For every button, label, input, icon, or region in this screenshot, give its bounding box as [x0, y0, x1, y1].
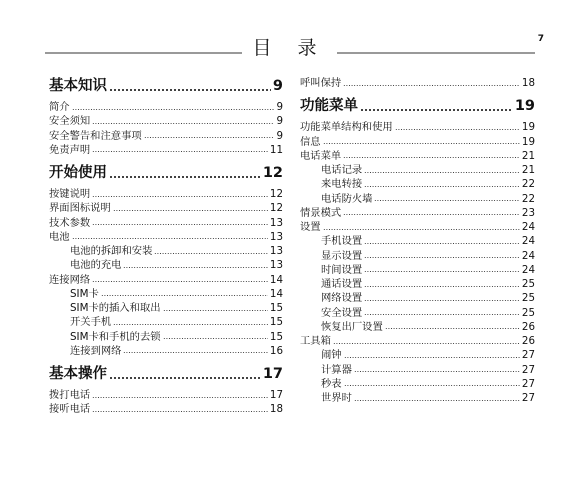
- toc-entry-label: 呼叫保持: [300, 77, 342, 89]
- toc-entry-label: 接听电话: [49, 403, 91, 416]
- toc-entry-label: 基本知识: [49, 78, 107, 94]
- toc-entry-page: 27: [521, 363, 535, 376]
- dot-leader: [364, 172, 520, 173]
- toc-entry[interactable]: [49, 273, 283, 287]
- toc-entry-label: 设置: [300, 221, 321, 233]
- toc-left-column: [49, 76, 283, 417]
- toc-entry[interactable]: [300, 192, 535, 206]
- toc-entry[interactable]: [300, 391, 535, 405]
- dot-leader: [123, 352, 267, 353]
- toc-entry-label: 安全须知: [49, 115, 91, 128]
- dot-leader: [364, 186, 520, 187]
- toc-section-heading[interactable]: [49, 76, 283, 96]
- toc-entry[interactable]: [49, 114, 283, 128]
- toc-entry-label: 开始使用: [49, 165, 107, 181]
- toc-entry-label: 情景模式: [300, 206, 342, 219]
- toc-entry-page: 18: [521, 77, 535, 89]
- toc-entry[interactable]: [300, 377, 535, 391]
- toc-entry-label: SIM卡: [70, 287, 99, 300]
- toc-entry[interactable]: [300, 249, 535, 263]
- toc-section-heading[interactable]: [300, 96, 535, 116]
- toc-entry-page: 23: [521, 206, 535, 219]
- toc-entry-page: 9: [276, 115, 283, 128]
- dot-leader: [113, 324, 268, 325]
- toc-entry-label: 显示设置: [321, 249, 363, 262]
- dot-leader: [364, 243, 520, 244]
- toc-entry-page: 22: [521, 178, 535, 191]
- toc-entry-label: 手机设置: [321, 235, 363, 248]
- dot-leader: [395, 129, 520, 130]
- dot-leader: [72, 238, 268, 239]
- dot-leader: [163, 338, 268, 339]
- toc-entry-label: 拨打电话: [49, 389, 91, 401]
- toc-entry[interactable]: [49, 100, 283, 114]
- toc-entry-label: 计算器: [321, 363, 352, 376]
- dot-leader: [92, 151, 268, 152]
- toc-entry[interactable]: [49, 129, 283, 143]
- dot-leader: [92, 123, 274, 124]
- toc-entry[interactable]: [300, 291, 535, 305]
- toc-entry-page: 13: [269, 216, 283, 229]
- toc-entry-page: 11: [269, 143, 283, 156]
- dot-leader: [101, 295, 268, 296]
- toc-entry-page: 12: [269, 202, 283, 215]
- toc-entry-label: 免责声明: [49, 143, 91, 156]
- toc-title: 目 录: [242, 36, 336, 60]
- toc-entry-label: 安全警告和注意事项: [49, 129, 142, 142]
- toc-entry[interactable]: [49, 258, 283, 272]
- dot-leader: [144, 137, 275, 138]
- dot-leader: [343, 214, 520, 215]
- toc-entry[interactable]: [49, 216, 283, 230]
- dot-leader: [360, 109, 513, 111]
- toc-entry[interactable]: [300, 120, 535, 134]
- toc-entry-page: 25: [521, 278, 535, 290]
- dot-leader: [344, 385, 520, 386]
- toc-entry-page: 12: [269, 188, 283, 200]
- toc-entry-label: 世界时: [321, 392, 352, 404]
- toc-entry-page: 13: [269, 245, 283, 257]
- toc-entry-label: 恢复出厂设置: [321, 320, 383, 333]
- dot-leader: [343, 157, 520, 158]
- toc-entry-page: 15: [269, 316, 283, 329]
- toc-entry[interactable]: [49, 388, 283, 402]
- toc-entry-label: 简介: [49, 101, 70, 113]
- toc-entry-page: 26: [521, 335, 535, 347]
- toc-entry-label: 闹钟: [321, 349, 342, 362]
- toc-entry-label: SIM卡的插入和取出: [70, 302, 161, 314]
- toc-entry[interactable]: [49, 201, 283, 215]
- toc-section-heading[interactable]: [49, 364, 283, 384]
- toc-entry-label: 开关手机: [70, 316, 112, 329]
- toc-entry-page: 25: [521, 306, 535, 319]
- toc-entry-label: 按键说明: [49, 188, 91, 200]
- toc-entry-page: 24: [521, 221, 535, 233]
- dot-leader: [92, 411, 268, 412]
- toc-entry-page: 14: [269, 287, 283, 300]
- toc-entry[interactable]: [49, 230, 283, 244]
- toc-entry-label: 界面图标说明: [49, 202, 111, 215]
- toc-entry-label: 通话设置: [321, 278, 363, 290]
- toc-entry[interactable]: [49, 143, 283, 157]
- toc-entry[interactable]: [300, 348, 535, 362]
- dot-leader: [323, 143, 520, 144]
- toc-entry-page: 22: [521, 192, 535, 205]
- toc-entry-label: 安全设置: [321, 306, 363, 319]
- toc-entry-label: 网络设置: [321, 292, 363, 305]
- toc-right-column: [300, 76, 535, 405]
- toc-entry-page: 26: [521, 320, 535, 333]
- toc-entry-page: 13: [269, 259, 283, 272]
- toc-entry[interactable]: [49, 287, 283, 301]
- dot-leader: [154, 253, 268, 254]
- toc-entry-page: 19: [521, 121, 535, 134]
- dot-leader: [163, 310, 268, 311]
- toc-entry-page: 27: [521, 349, 535, 362]
- toc-entry-label: 电话记录: [321, 164, 363, 176]
- toc-entry[interactable]: [300, 363, 535, 377]
- toc-entry-page: 25: [521, 292, 535, 305]
- dot-leader: [109, 176, 261, 178]
- toc-entry-page: 9: [276, 129, 283, 142]
- toc-entry[interactable]: [300, 135, 535, 149]
- toc-entry-page: 9: [272, 78, 283, 94]
- toc-entry-page: 16: [269, 344, 283, 357]
- toc-entry[interactable]: [49, 301, 283, 315]
- dot-leader: [123, 267, 267, 268]
- toc-entry[interactable]: [300, 277, 535, 291]
- toc-entry-page: 24: [521, 249, 535, 262]
- dot-leader: [364, 271, 520, 272]
- toc-entry[interactable]: [49, 330, 283, 344]
- toc-entry-page: 17: [269, 389, 283, 401]
- toc-entry-page: 27: [521, 377, 535, 390]
- toc-entry-label: 连接网络: [49, 273, 91, 286]
- toc-entry-label: 基本操作: [49, 366, 107, 382]
- dot-leader: [113, 210, 268, 211]
- toc-entry-label: 来电转接: [321, 178, 363, 191]
- toc-entry[interactable]: [300, 149, 535, 163]
- toc-entry-label: 电池的充电: [70, 259, 122, 272]
- toc-entry[interactable]: [300, 76, 535, 90]
- toc-entry[interactable]: [300, 320, 535, 334]
- toc-entry[interactable]: [300, 334, 535, 348]
- toc-entry-page: 27: [521, 392, 535, 404]
- toc-entry-label: 电话防火墙: [321, 192, 373, 205]
- toc-entry-label: 秒表: [321, 377, 342, 390]
- dot-leader: [364, 257, 520, 258]
- dot-leader: [364, 286, 520, 287]
- dot-leader: [344, 357, 520, 358]
- toc-entry-label: 信息: [300, 135, 321, 148]
- toc-entry-page: 12: [262, 165, 283, 181]
- toc-entry[interactable]: [49, 315, 283, 329]
- toc-section-heading[interactable]: [49, 163, 283, 183]
- toc-entry-page: 24: [521, 263, 535, 276]
- toc-entry[interactable]: [300, 220, 535, 234]
- toc-entry-label: 电池的拆卸和安装: [70, 245, 153, 257]
- dot-leader: [385, 328, 520, 329]
- dot-leader: [323, 229, 520, 230]
- toc-entry[interactable]: [49, 344, 283, 358]
- toc-entry-label: SIM卡和手机的去锁: [70, 330, 161, 343]
- toc-entry-label: 电话菜单: [300, 149, 342, 162]
- dot-leader: [109, 377, 261, 379]
- toc-entry[interactable]: [49, 402, 283, 416]
- toc-entry-page: 18: [269, 403, 283, 416]
- toc-entry-label: 时间设置: [321, 263, 363, 276]
- toc-entry-page: 17: [262, 366, 283, 382]
- dot-leader: [354, 400, 520, 401]
- dot-leader: [92, 281, 268, 282]
- toc-entry[interactable]: [49, 187, 283, 201]
- dot-leader: [343, 85, 520, 86]
- toc-entry[interactable]: [300, 163, 535, 177]
- dot-leader: [109, 89, 271, 91]
- toc-entry-label: 技术参数: [49, 216, 91, 229]
- title-wrap: [0, 36, 579, 60]
- dot-leader: [92, 397, 268, 398]
- toc-entry-page: 13: [269, 230, 283, 243]
- toc-entry-page: 9: [276, 101, 283, 113]
- toc-entry-label: 工具箱: [300, 335, 331, 347]
- toc-entry[interactable]: [300, 177, 535, 191]
- toc-entry-page: 21: [521, 164, 535, 176]
- dot-leader: [374, 200, 519, 201]
- dot-leader: [354, 371, 520, 372]
- toc-entry[interactable]: [49, 244, 283, 258]
- dot-leader: [364, 300, 520, 301]
- dot-leader: [92, 196, 268, 197]
- toc-entry-page: 21: [521, 149, 535, 162]
- dot-leader: [364, 314, 520, 315]
- toc-entry-label: 功能菜单: [300, 98, 358, 115]
- toc-entry-page: 14: [269, 273, 283, 286]
- page-number: 7: [537, 34, 544, 44]
- toc-entry-label: 电池: [49, 230, 70, 243]
- toc-entry-label: 连接到网络: [70, 344, 122, 357]
- dot-leader: [333, 343, 520, 344]
- toc-entry[interactable]: [300, 234, 535, 248]
- toc-entry[interactable]: [300, 206, 535, 220]
- toc-entry-label: 功能菜单结构和使用: [300, 121, 393, 134]
- toc-entry[interactable]: [300, 263, 535, 277]
- toc-entry[interactable]: [300, 306, 535, 320]
- toc-entry-page: 24: [521, 235, 535, 248]
- toc-entry-page: 19: [521, 135, 535, 148]
- dot-leader: [72, 109, 275, 110]
- toc-entry-page: 19: [514, 98, 535, 115]
- toc-entry-page: 15: [269, 302, 283, 314]
- toc-entry-page: 15: [269, 330, 283, 343]
- dot-leader: [92, 224, 268, 225]
